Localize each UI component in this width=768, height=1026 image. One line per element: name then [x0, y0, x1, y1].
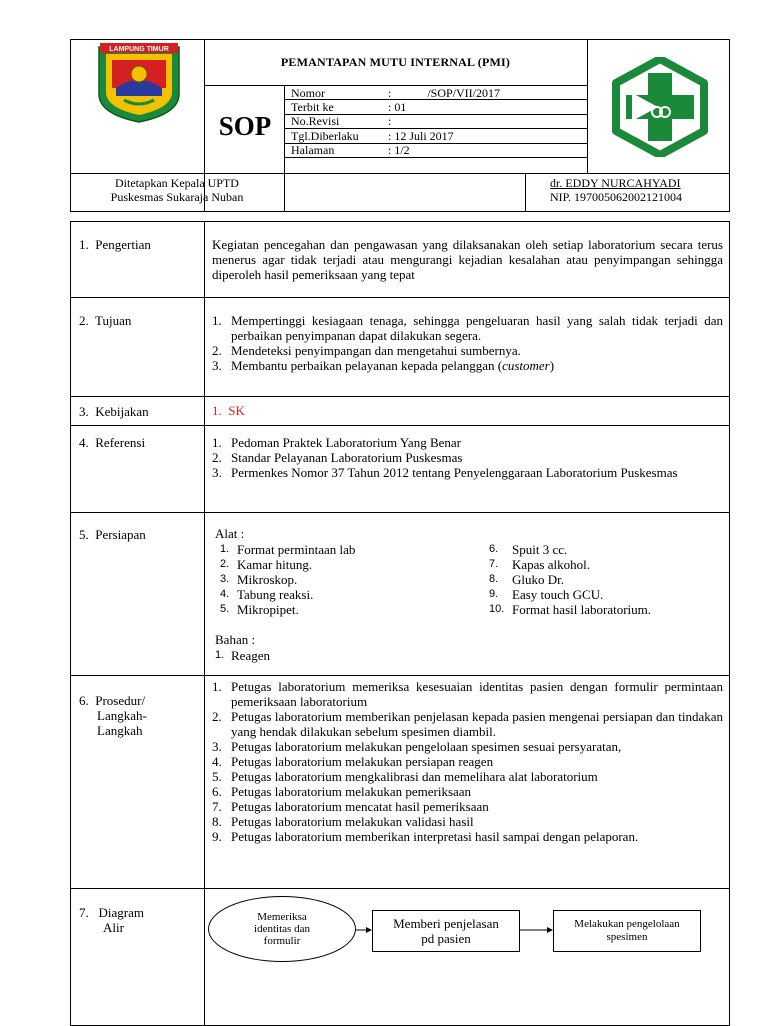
item-text: Mempertinggi kesiagaan tenaga, sehingga pengeluaran hasil yang salah tidak terjadi dan perbaikan penyimpanan dapat dilakukan segera.: [231, 313, 723, 343]
item-text: Mikropipet.: [237, 602, 299, 617]
item-text: Reagen: [231, 648, 270, 663]
flow-arrows: [350, 920, 560, 940]
item-number: 5.: [212, 769, 222, 784]
prosedur-list: [212, 679, 723, 844]
list-item: [220, 587, 470, 602]
item-number: 6.: [212, 784, 222, 799]
meta-label-nomor: Nomor: [291, 86, 325, 100]
bahan-list: [215, 648, 465, 663]
item-number: 8.: [212, 814, 222, 829]
section-label-referensi: 4. Referensi: [79, 435, 146, 450]
meta-value-nomor: : /SOP/VII/2017: [388, 86, 501, 100]
item-number: 7.: [212, 799, 222, 814]
item-text: Kapas alkohol.: [512, 557, 590, 572]
list-item: [489, 572, 719, 587]
item-number: 9.: [489, 588, 499, 600]
list-item: [220, 557, 470, 572]
diagram-label-line2: Alir: [103, 920, 124, 935]
list-item: [212, 799, 723, 814]
section-label-pengertian: 1. Pengertian: [79, 237, 151, 252]
item-text: Petugas laboratorium memberikan penjelasan kepada pasien mengenai persiapan dan tindakan yang hendak dilakukan sebelum spesimen diambil.: [231, 709, 723, 739]
item-text: Format hasil laboratorium.: [512, 602, 652, 617]
list-item: [212, 814, 723, 829]
item-number: 1.: [212, 313, 222, 328]
item-text: Petugas laboratorium melakukan persiapan reagen: [231, 754, 494, 769]
flow-step-2-text: Memberi penjelasan pd pasien: [393, 916, 499, 946]
item-number: 6.: [489, 543, 499, 555]
section-label-persiapan: 5. Persiapan: [79, 527, 146, 542]
item-text: Mikroskop.: [237, 572, 298, 587]
item-number: 2.: [212, 343, 222, 358]
list-item: [489, 557, 719, 572]
item-text: Tabung reaksi.: [237, 587, 314, 602]
list-item: [212, 358, 723, 373]
header-divider: [284, 85, 285, 212]
section-label-prosedur: [79, 693, 147, 738]
item-number: 10.: [489, 603, 505, 615]
flow-step-1-text: Memeriksa identitas dan formulir: [254, 911, 310, 947]
item-number: 4.: [220, 588, 230, 600]
list-item: [212, 769, 723, 784]
item-text: Petugas laboratorium mengkalibrasi dan memelihara alat laboratorium: [231, 769, 598, 784]
row-separator: [70, 512, 730, 513]
item-number: 1.: [220, 543, 230, 555]
header-divider: [70, 173, 730, 174]
puskesmas-logo: [612, 57, 708, 157]
row-separator: [70, 297, 730, 298]
list-item: [212, 465, 692, 480]
lampung-timur-logo: [94, 42, 184, 124]
prosedur-label-line2: Langkah-: [97, 708, 147, 723]
list-item: [220, 572, 470, 587]
list-item: [215, 648, 465, 663]
list-item: [212, 754, 723, 769]
list-item: [212, 343, 723, 358]
list-item: [212, 709, 723, 739]
meta-value-terbit: : 01: [388, 100, 407, 114]
item-number: 3.: [212, 739, 222, 754]
list-item: [489, 587, 719, 602]
prosedur-label-line3: Langkah: [97, 723, 143, 738]
header-divider: [525, 173, 526, 212]
item-number: 1.: [215, 649, 225, 661]
flow-step-3-text: Melakukan pengelolaan spesimen: [574, 918, 680, 943]
meta-label-tgl: Tgl.Diberlaku: [291, 129, 359, 143]
item-text: ): [549, 358, 555, 373]
flow-arrowhead-2: [547, 927, 553, 933]
item-number: 1.: [212, 435, 222, 450]
item-number: 2.: [212, 450, 222, 465]
svg-text:LAMPUNG TIMUR: LAMPUNG TIMUR: [109, 46, 169, 53]
row-separator: [70, 425, 730, 426]
item-text: Permenkes Nomor 37 Tahun 2012 tentang Penyelenggaraan Laboratorium Puskesmas: [231, 465, 678, 480]
body-column-divider: [204, 221, 205, 1026]
meta-label-revisi: No.Revisi: [291, 114, 340, 128]
item-number: 3.: [212, 358, 222, 373]
list-item: [220, 602, 470, 617]
item-text: Petugas laboratorium mencatat hasil pemeriksaan: [231, 799, 489, 814]
item-text: Gluko Dr.: [512, 572, 564, 587]
bahan-heading: Bahan :: [215, 632, 256, 647]
item-text: Format permintaan lab: [237, 542, 356, 557]
item-number: 2.: [212, 709, 222, 724]
alat-list-right: [489, 542, 719, 617]
ditetapkan-line1: Ditetapkan Kepala UPTD: [115, 176, 239, 190]
item-text: Easy touch GCU.: [512, 587, 604, 602]
list-item: [489, 602, 719, 617]
section-label-tujuan: 2. Tujuan: [79, 313, 132, 328]
row-separator: [70, 888, 730, 889]
item-text: Petugas laboratorium memberikan interpretasi hasil sampai dengan pelaporan.: [231, 829, 639, 844]
item-text: Membantu perbaikan pelayanan kepada pelanggan (: [231, 358, 503, 373]
section-label-diagram: [79, 905, 144, 935]
meta-value-tgl: : 12 Juli 2017: [388, 129, 454, 143]
pengertian-text: Kegiatan pencegahan dan pengawasan yang dilaksanakan oleh setiap laboratorium secara terus menerus agar tidak terjadi atau mengurangi kejadian kesalahan atau penyimpangan sehingga diperoleh hasil pemeriksaan yang tepat: [212, 237, 723, 282]
list-item: [220, 542, 470, 557]
list-item: [212, 679, 723, 709]
list-item: [212, 435, 692, 450]
kebijakan-item: 1. SK: [212, 403, 245, 418]
meta-label-terbit: Terbit ke: [291, 100, 334, 114]
item-number: 8.: [489, 573, 499, 585]
official-name: dr. EDDY NURCAHYADI: [550, 176, 681, 190]
meta-label-halaman: Halaman: [291, 143, 335, 157]
item-text: Mendeteksi penyimpangan dan mengetahui sumbernya.: [231, 343, 521, 358]
list-item: [212, 450, 692, 465]
item-text: Standar Pelayanan Laboratorium Puskesmas: [231, 450, 463, 465]
official-nip: NIP. 197005062002121004: [550, 190, 683, 204]
item-text: Spuit 3 cc.: [512, 542, 568, 557]
list-item: [212, 739, 723, 754]
ditetapkan-line2: Puskesmas Sukaraja Nuban: [110, 190, 244, 204]
header-divider: [587, 39, 588, 173]
section-label-kebijakan: 3. Kebijakan: [79, 404, 149, 419]
prosedur-label-line1: 6. Prosedur/: [79, 693, 146, 708]
referensi-list: [212, 435, 692, 480]
meta-value-halaman: : 1/2: [388, 143, 410, 157]
flow-step-1-ellipse: [208, 896, 356, 962]
item-text: Petugas laboratorium melakukan pengelolaan spesimen sesuai persyaratan,: [231, 739, 622, 754]
list-item: [212, 784, 723, 799]
tujuan-list: [212, 313, 723, 373]
row-separator: [70, 396, 730, 397]
item-number: 2.: [220, 558, 230, 570]
sop-label: SOP: [218, 111, 272, 141]
item-number: 3.: [220, 573, 230, 585]
flow-arrowhead-1: [366, 927, 372, 933]
item-text: Petugas laboratorium memeriksa kesesuaian identitas pasien dengan formulir permintaan pemeriksaan laboratorium: [231, 679, 723, 709]
item-number: 5.: [220, 603, 230, 615]
document-title: PEMANTAPAN MUTU INTERNAL (PMI): [280, 55, 511, 69]
meta-value-revisi: :: [388, 114, 392, 128]
item-text: Kamar hitung.: [237, 557, 313, 572]
alat-list-left: [220, 542, 470, 617]
alat-heading: Alat :: [215, 526, 245, 541]
flow-step-3-box: [553, 910, 701, 952]
meta-row-line: [284, 157, 587, 158]
item-number: 3.: [212, 465, 222, 480]
item-text: Petugas laboratorium melakukan validasi hasil: [231, 814, 474, 829]
item-text: Petugas laboratorium melakukan pemeriksaan: [231, 784, 472, 799]
list-item: [212, 829, 723, 844]
list-item: [212, 313, 723, 343]
list-item: [489, 542, 719, 557]
item-text-italic: customer: [502, 358, 550, 373]
item-number: 4.: [212, 754, 222, 769]
item-number: 9.: [212, 829, 222, 844]
row-separator: [70, 675, 730, 676]
item-text: Pedoman Praktek Laboratorium Yang Benar: [231, 435, 461, 450]
diagram-label-line1: 7. Diagram: [79, 905, 144, 920]
item-number: 1.: [212, 679, 222, 694]
item-number: 7.: [489, 558, 499, 570]
